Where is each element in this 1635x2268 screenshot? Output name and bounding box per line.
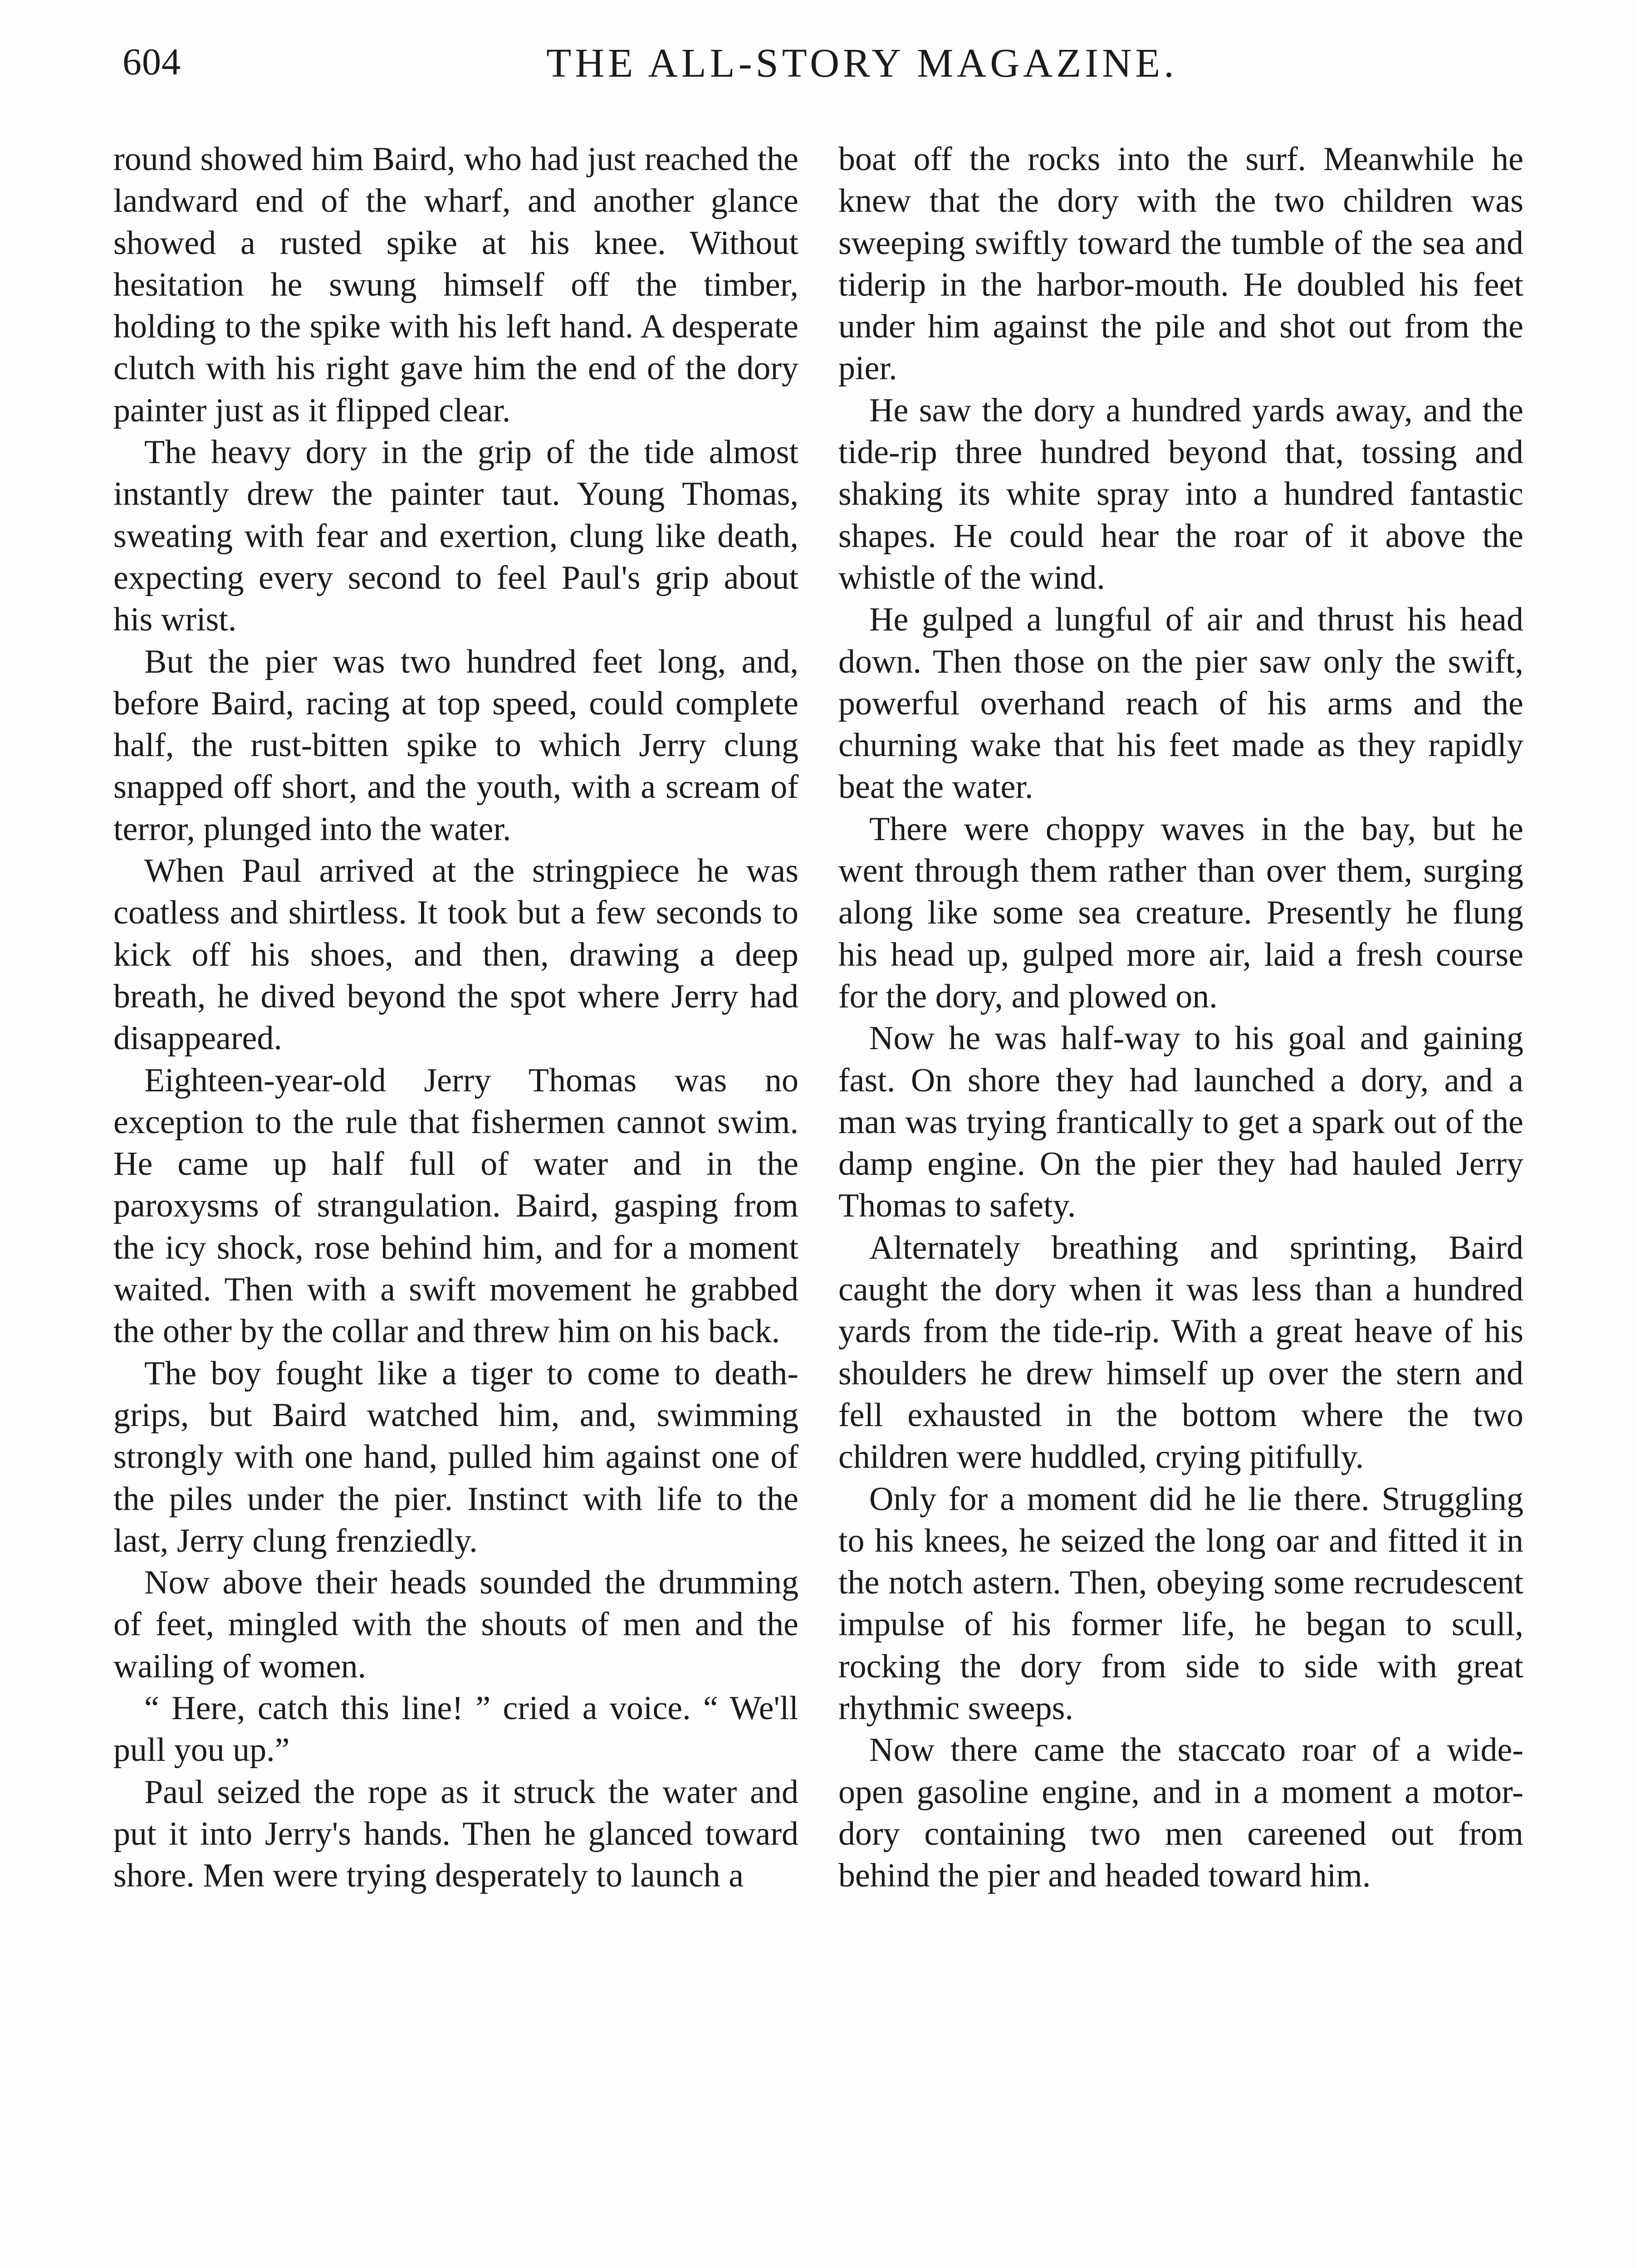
running-title: THE ALL-STORY MAGAZINE.	[546, 41, 1178, 86]
paragraph: He gulped a lungful of air and thrust his head down. Then those on the pier saw only the swift, powerful overhand reach of his arms and the churning wake that his feet made as they rapidly beat the water.	[838, 601, 1523, 806]
page-number: 604	[122, 41, 181, 83]
paragraph: Alternately breathing and sprinting, Baird caught the dory when it was less than a hundred yards from the tide-rip. With a great heave of his shoulders he drew himself up over the stern and fell exhausted in the bottom where the two children were huddled, crying pitifully.	[838, 1229, 1523, 1476]
paragraph: “ Here, catch this line! ” cried a voice. “ We'll pull you up.”	[113, 1689, 798, 1769]
paragraph: Now there came the staccato roar of a wide-open gasoline engine, and in a moment a motor-dory containing two men careened out from behind the pier and headed toward him.	[838, 1731, 1523, 1895]
left-column	[113, 138, 798, 1897]
paragraph: Paul seized the rope as it struck the water and put it into Jerry's hands. Then he glanced toward shore. Men were trying desperately to launch a	[113, 1773, 798, 1895]
paragraph: Eighteen-year-old Jerry Thomas was no exception to the rule that fishermen cannot swim. He came up half full of water and in the paroxysms of strangulation. Baird, gasping from the icy shock, rose behind him, and for a moment waited. Then with a swift movement he grabbed the other by the collar and threw him on his back.	[113, 1061, 798, 1350]
paragraph: The boy fought like a tiger to come to death-grips, but Baird watched him, and, swimming strongly with one hand, pulled him against one of the piles under the pier. Instinct with life to the last, Jerry clung frenziedly.	[113, 1354, 798, 1559]
paragraph: When Paul arrived at the stringpiece he was coatless and shirtless. It took but a few seconds to kick off his shoes, and then, drawing a deep breath, he dived beyond the spot where Jerry had disappeared.	[113, 852, 798, 1057]
right-column	[838, 138, 1523, 1897]
paragraph: Only for a moment did he lie there. Struggling to his knees, he seized the long oar and fitted it in the notch astern. Then, obeying some recrudescent impulse of his former life, he began to scull, rocking the dory from side to side with great rhythmic sweeps.	[838, 1480, 1523, 1727]
paragraph: Now above their heads sounded the drumming of feet, mingled with the shouts of men and the wailing of women.	[113, 1564, 798, 1685]
paragraph: Now he was half-way to his goal and gaining fast. On shore they had launched a dory, and a man was trying frantically to get a spark out of the damp engine. On the pier they had hauled Jerry Thomas to safety.	[838, 1020, 1523, 1225]
paragraph: He saw the dory a hundred yards away, and the tide-rip three hundred beyond that, tossing and shaking its white spray into a hundred fantastic shapes. He could hear the roar of it above the whistle of the wind.	[838, 391, 1523, 596]
paragraph: But the pier was two hundred feet long, and, before Baird, racing at top speed, could complete half, the rust-bitten spike to which Jerry clung snapped off short, and the youth, with a scream of terror, plunged into the water.	[113, 643, 798, 848]
paragraph: There were choppy waves in the bay, but he went through them rather than over them, surging along like some sea creature. Presently he flung his head up, gulped more air, laid a fresh course for the dory, and plowed on.	[838, 810, 1523, 1015]
paragraph: boat off the rocks into the surf. Meanwhile he knew that the dory with the two children was sweeping swiftly toward the tumble of the sea and tiderip in the harbor-mouth. He doubled his feet under him against the pile and shot out from the pier.	[838, 141, 1523, 387]
paragraph: The heavy dory in the grip of the tide almost instantly drew the painter taut. Young Thomas, sweating with fear and exertion, clung like death, expecting every second to feel Paul's grip about his wrist.	[113, 434, 798, 639]
paragraph: round showed him Baird, who had just reached the landward end of the wharf, and another glance showed a rusted spike at his knee. Without hesitation he swung himself off the timber, holding to the spike with his left hand. A desperate clutch with his right gave him the end of the dory painter just as it flipped clear.	[113, 141, 798, 429]
